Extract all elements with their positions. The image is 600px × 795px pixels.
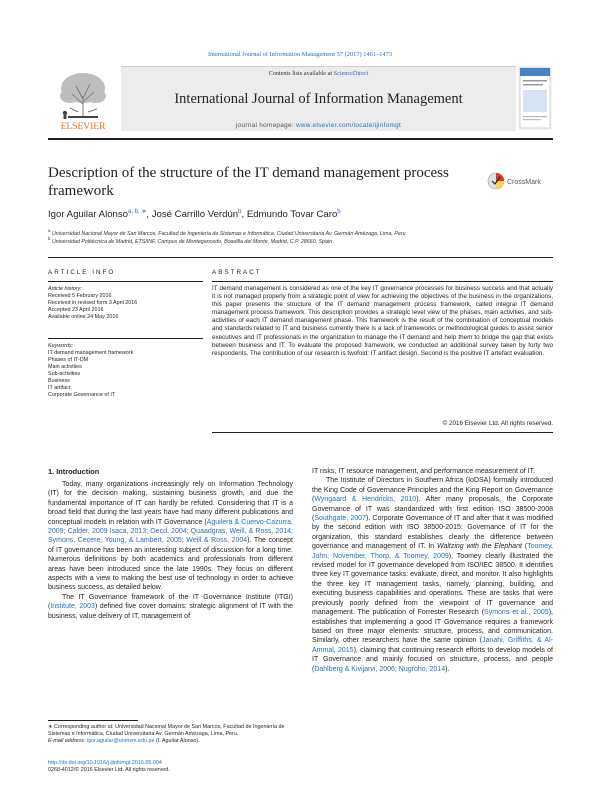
homepage-link[interactable]: www.elsevier.com/locate/ijinfomgt <box>296 122 402 129</box>
body-paragraph <box>48 593 293 621</box>
body-paragraph <box>48 480 293 593</box>
history-item: Available online 24 May 2016 <box>48 314 119 320</box>
text-run: Today, many organizations increasingly rely on Information Technology (IT) for the decision making, sustaining business growth, and due the fundamental importance of IT can hardly be refuted. Considering that IT is a broad field that during the last years have had many different publications and conceptual models in relation with IT Governance ( <box>48 481 293 526</box>
history-item: Received 5 February 2016 <box>48 293 112 299</box>
affiliation <box>48 236 553 245</box>
keyword: Sub-activities <box>48 371 81 377</box>
homepage-prefix: journal homepage: <box>235 122 297 129</box>
text-run: IT risks, IT resource management, and performance measurement of IT. <box>312 468 536 475</box>
citation-link[interactable]: Southgate, 2007 <box>314 515 366 523</box>
journal-cover-icon <box>518 66 552 130</box>
text-run: ), Toomey clearly illustrated the revised model for IT governance developed from ISO/IEC 38500. It identifies three key IT governance tasks: evaluate, direct, and monitor. It also highlights the three key IT management tasks, namely, planning, building, and executing business capabilities and operations. These are tasks that were previously poorly defined from the viewpoint of IT governance and management. The publication of Forrester Research ( <box>312 552 553 617</box>
text-run: The Institute of Directors in Southern Africa (IoDSA) formally introduced the King Code of Governance Principles and the King Report on Governance ( <box>312 477 553 504</box>
text-run: ). <box>445 665 450 673</box>
contents-line <box>121 70 516 77</box>
article-title: Description of the structure of the IT demand management process framework <box>48 165 449 199</box>
citation-link[interactable]: Institute, 2003 <box>50 603 95 611</box>
keyword: Corporate Governance of IT <box>48 392 116 398</box>
email-suffix: (I. Aguilar Alonso). <box>154 738 200 744</box>
copyright-notice: © 2016 Elsevier Ltd. All rights reserved. <box>442 420 553 427</box>
body-paragraph <box>312 476 553 674</box>
header-rule <box>48 138 553 140</box>
journal-cover-thumbnail <box>518 66 552 130</box>
affiliation-mark: a <box>48 228 51 233</box>
keyword: Business <box>48 378 70 384</box>
crossmark-button[interactable] <box>486 170 556 192</box>
keyword: Phases of IT-DM <box>48 357 89 363</box>
history-item: Received in revised form 3 April 2016 <box>48 300 138 306</box>
elsevier-tree-icon <box>48 66 118 132</box>
citation-link[interactable]: Aguilera & Cuervo-Cazurra, 2009; Calder, 2009 Isaca, 2013; Oecd, 2004; Quaadgras, Weill, & Ross, 2014; Symons, Cecere, Young, & Lambert, 2005; Weill & Ross, 2004 <box>48 518 293 545</box>
abstract-heading: ABSTRACT <box>212 269 262 276</box>
affiliation-text: Universidad Nacional Mayor de San Marcos, Facultad de Ingeniería de Sistemas e Informática, Ciudad Universitaria Av. Germán Amézaga, Lima, Peru <box>51 230 406 237</box>
contents-prefix: Contents lists available at <box>268 70 334 77</box>
text-run: The IT Governance framework of the IT Governance Institute (ITGI) ( <box>48 593 293 611</box>
doi-link[interactable]: http://dx.doi.org/10.1016/j.ijinfomgt.2016.05.004 <box>48 760 162 766</box>
citation-link[interactable]: Dahlberg & Kivijarvi, 2006; Nugroho, 2014 <box>314 665 446 673</box>
text-run: ), establishes that implementing a good IT Governance requires a framework based on three major elements: structure, process, and communication. Similarly, other researchers have the same opinion ( <box>312 609 553 645</box>
history-label: Article history: <box>48 286 82 292</box>
history-item: Accepted 23 April 2016 <box>48 307 104 313</box>
history-rule <box>48 338 203 339</box>
text-run: ). After many proposals, the Corporate Governance of IT was standardized with first edition ISO 38500-2008 ( <box>312 496 553 523</box>
text-run: ) defined five cover domains: strategic alignment of IT with the business, value delivery of IT, management of <box>48 603 293 620</box>
keyword: Main activities <box>48 364 82 370</box>
email-label: E-mail address: <box>48 738 87 744</box>
journal-title: International Journal of Information Management <box>174 91 463 107</box>
svg-text:ELSEVIER: ELSEVIER <box>60 122 106 132</box>
citation-link[interactable]: Symons et al., 2005 <box>484 609 549 617</box>
italic-text: Waltzing with the Elephant <box>436 543 522 551</box>
email-link[interactable]: igor.aguilar@unmsm.edu.pe <box>86 738 155 744</box>
sciencedirect-link[interactable]: ScienceDirect <box>333 70 369 77</box>
citation-link[interactable]: Toomey, John, November, Thorp, & Toomey, 2009 <box>312 543 553 560</box>
affiliation-text: Universidad Politécnica de Madrid, ETSIINF, Campus de Montegancedo, Boadilla del Monte, Madrid, C.P. 28660, Spain <box>51 238 333 245</box>
issn-line: 0268-4012/© 2016 Elsevier Ltd. All rights reserved. <box>48 767 170 773</box>
citation-link[interactable]: Wyngaard & Hendricks, 2010 <box>314 496 417 504</box>
article-info-rule <box>48 281 203 282</box>
article-info-heading: ARTICLE INFO <box>48 269 116 276</box>
body-column-right <box>312 467 553 674</box>
text-run: ), claiming that continuing research efforts to develop models of IT Governance and mainly focused on structure, process, and people ( <box>312 646 553 673</box>
abstract-text: IT demand management is considered as one of the key IT governance processes for business success and that actually it is not managed properly from a strategic point of view for achieving the objectives of the business in the organizations, this paper presents the structure of the IT demand management process framework, called integral IT demand management process framework. This description provides a strategic level view of the phases, main activities, and sub-activities of each IT demand management phase. This framework is the result of the combination of conceptual models and standards related to IT and business currently there is a lack of frameworks or methodological guides to assist senior executives and IT professionals in the organization to manage the IT demand and help them to bridge the gap that exists between business and IT. To evaluate the proposed framework, we conducted an additional survey taken by forty two respondents. The contribution of our research is twofold: IT artifact design. Second is the positive IT artefact evaluation. <box>212 285 553 357</box>
author-name[interactable]: Edmundo Tovar Caro <box>246 209 338 221</box>
keyword: IT artifact <box>48 385 71 391</box>
elsevier-logo <box>48 66 118 132</box>
keywords-list <box>48 343 203 399</box>
doi-block <box>48 760 293 774</box>
journal-homepage-line <box>121 122 516 129</box>
author-affiliation-mark[interactable]: b <box>337 209 341 215</box>
text-run: ). The concept of IT governance has been an interesting subject of discussion for a long time. Numerous definitions by both academics and professionals from different areas have been introduced since the late 1990s. They focus on different aspects with a view to making the best use of technology in order to achieve business success, as detailed below. <box>48 537 293 592</box>
author-affiliation-mark[interactable]: a, b, ∗ <box>128 209 147 215</box>
affiliation-mark: b <box>48 236 51 241</box>
article-history <box>48 286 203 321</box>
text-run: ( <box>521 543 528 551</box>
author-list: Igor Aguilar Alonso$^{a, b, ∗}$, José Carrillo Verdún$^b$, Edmundo Tovar Caro$^b$ <box>48 209 341 221</box>
text-run: ). Corporate Governance of IT and after that it was modified by the second edition with ISO 38500-2015: Governance of IT for the organization, this standard establishes clearly the difference between governance and management of IT. In <box>312 515 553 551</box>
crossmark-icon <box>486 170 556 192</box>
body-paragraph <box>312 467 553 476</box>
footnotes <box>48 724 293 745</box>
abstract-bottom-rule <box>212 432 553 433</box>
keywords-label: Keywords: <box>48 343 74 349</box>
section-heading-introduction: 1. Introduction <box>48 467 100 476</box>
author-name[interactable]: Igor Aguilar Alonso <box>48 209 129 221</box>
front-matter-rule <box>48 257 553 258</box>
journal-reference[interactable]: International Journal of Information Management 37 (2017) 1461–1473 <box>207 51 393 58</box>
author-affiliation-mark[interactable]: b <box>238 209 242 215</box>
body-column-left <box>48 480 293 621</box>
keyword: IT demand management framework <box>48 350 134 356</box>
footnote-rule <box>48 720 138 721</box>
svg-text:CrossMark: CrossMark <box>507 179 541 186</box>
author-name[interactable]: José Carrillo Verdún <box>151 209 239 221</box>
abstract-rule <box>212 281 553 282</box>
email-line <box>48 738 293 745</box>
corresponding-author-note: ∗ Corresponding author at: Universidad Nacional Mayor de San Marcos, Facultad de Ingeniería de Sistemas e Informática, Ciudad Universitaria Av. Germán Amézaga, Lima, Peru. <box>48 724 285 737</box>
citation-link[interactable]: Janahi, Griffiths, & Al-Ammal, 2015 <box>312 637 553 654</box>
